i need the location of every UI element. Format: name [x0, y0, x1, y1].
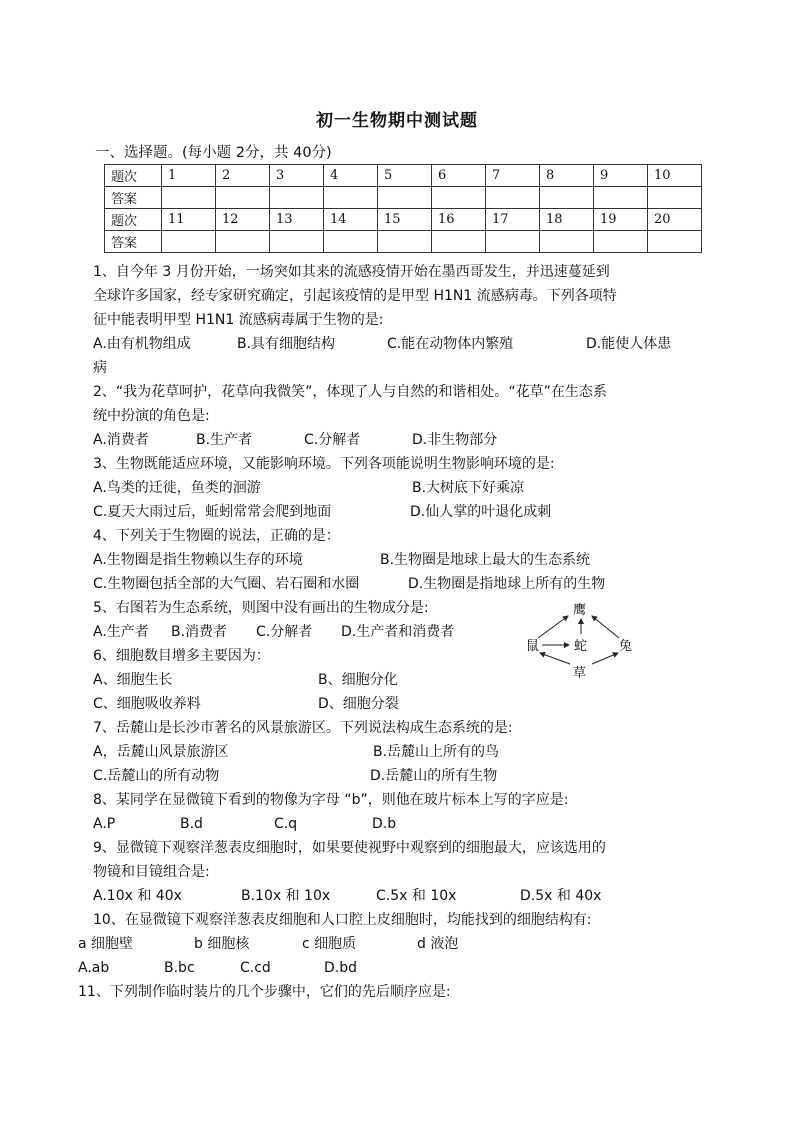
answer-cell[interactable] [486, 187, 540, 209]
answer-cell[interactable] [594, 231, 648, 253]
arrow-rabbit-eagle [592, 616, 619, 638]
q3-option-d[interactable]: D.仙人掌的叶退化成刺 [410, 504, 552, 520]
q9-stem-line2: 物镜和目镜组合是: [93, 864, 210, 880]
answer-cell[interactable] [324, 231, 378, 253]
table-cell: 13 [270, 209, 324, 231]
q7-stem-line1: 7、岳麓山是长沙市著名的风景旅游区。下列说法构成生态系统的是: [93, 720, 513, 736]
food-web-svg [516, 598, 672, 680]
table-cell: 3 [270, 165, 324, 187]
q10-statement-b: b 细胞核 [194, 936, 250, 952]
table-cell: 16 [432, 209, 486, 231]
q5-option-b[interactable]: B.消费者 [171, 624, 228, 640]
q3-option-a[interactable]: A.鸟类的迁徙，鱼类的洄游 [93, 480, 261, 496]
q5-option-d[interactable]: D.生产者和消费者 [341, 624, 455, 640]
q8-stem-line1: 8、某同学在显微镜下看到的物像为字母 “b”，则他在玻片标本上写的字应是: [93, 792, 569, 808]
q6-option-b[interactable]: B、细胞分化 [318, 672, 398, 688]
rabbit-node: 兔 [619, 639, 633, 654]
food-web-diagram [516, 598, 672, 680]
answer-cell[interactable] [216, 187, 270, 209]
table-row [105, 231, 702, 253]
snake-node: 蛇 [574, 639, 588, 654]
q5-stem-line1: 5、右图若为生态系统，则图中没有画出的生物成分是: [93, 600, 429, 616]
answer-table [104, 164, 702, 253]
q1-stem-line3: 征中能表明甲型 H1N1 流感病毒属于生物的是: [93, 312, 384, 328]
q1-option-a[interactable]: A.由有机物组成 [93, 336, 191, 352]
q9-option-d[interactable]: D.5x 和 40x [520, 888, 602, 904]
q8-option-c[interactable]: C.q [274, 816, 298, 832]
q6-stem-line1: 6、细胞数目增多主要因为： [93, 648, 270, 664]
answer-cell[interactable] [540, 187, 594, 209]
q4-option-b[interactable]: B.生物圈是地球上最大的生态系统 [380, 552, 591, 568]
table-cell: 2 [216, 165, 270, 187]
row-label: 答案 [105, 187, 162, 209]
answer-cell[interactable] [324, 187, 378, 209]
table-cell: 1 [162, 165, 216, 187]
q5-option-c[interactable]: C.分解者 [256, 624, 313, 640]
table-row [105, 209, 702, 231]
answer-cell[interactable] [162, 231, 216, 253]
table-cell: 19 [594, 209, 648, 231]
q1-option-b[interactable]: B.具有细胞结构 [237, 336, 336, 352]
table-cell: 17 [486, 209, 540, 231]
q3-option-c[interactable]: C.夏天大雨过后，蚯蚓常常会爬到地面 [93, 504, 332, 520]
answer-cell[interactable] [270, 231, 324, 253]
row-label: 题次 [105, 165, 162, 187]
answer-cell[interactable] [216, 231, 270, 253]
q4-stem-line1: 4、下列关于生物圈的说法，正确的是： [93, 528, 340, 544]
table-cell: 15 [378, 209, 432, 231]
q10-option-c[interactable]: C.cd [240, 960, 271, 976]
q6-option-a[interactable]: A、细胞生长 [93, 672, 173, 688]
table-row [105, 165, 702, 187]
q4-option-a[interactable]: A.生物圈是指生物赖以生存的环境 [93, 552, 303, 568]
q5-option-a[interactable]: A.生产者 [93, 624, 149, 640]
row-label: 题次 [105, 209, 162, 231]
q3-option-b[interactable]: B.大树底下好乘凉 [412, 480, 525, 496]
q11-stem-line1: 11、下列制作临时装片的几个步骤中，它们的先后顺序应是: [78, 984, 451, 1000]
q9-option-c[interactable]: C.5x 和 10x [376, 888, 457, 904]
arrow-grass-rabbit [592, 653, 618, 664]
answer-cell[interactable] [648, 231, 702, 253]
q9-option-a[interactable]: A.10x 和 40x [93, 888, 182, 904]
q10-option-b[interactable]: B.bc [164, 960, 195, 976]
table-cell: 10 [648, 165, 702, 187]
answer-cell[interactable] [432, 231, 486, 253]
answer-cell[interactable] [378, 187, 432, 209]
q10-statement-a: a 细胞壁 [78, 936, 134, 952]
answer-cell[interactable] [648, 187, 702, 209]
q7-option-b[interactable]: B.岳麓山上所有的鸟 [373, 744, 500, 760]
table-cell: 7 [486, 165, 540, 187]
table-cell: 14 [324, 209, 378, 231]
arrow-mouse-eagle [538, 616, 568, 638]
arrow-grass-mouse [540, 653, 570, 664]
q10-option-a[interactable]: A.ab [78, 960, 110, 976]
table-cell: 12 [216, 209, 270, 231]
table-cell: 20 [648, 209, 702, 231]
q6-option-c[interactable]: C、细胞吸收养料 [93, 696, 201, 712]
q7-option-c[interactable]: C.岳麓山的所有动物 [93, 768, 220, 784]
q9-option-b[interactable]: B.10x 和 10x [241, 888, 331, 904]
q2-stem-line2: 统中扮演的角色是: [93, 408, 210, 424]
q1-stem-line1: 1、自今年 3 月份开始，一场突如其来的流感疫情开始在墨西哥发生，并迅速蔓延到 [93, 264, 610, 280]
q8-option-a[interactable]: A.P [93, 816, 116, 832]
answer-cell[interactable] [486, 231, 540, 253]
q2-stem-line1: 2、“我为花草呵护，花草向我微笑”，体现了人与自然的和谐相处。“花草”在生态系 [93, 384, 607, 400]
answer-cell[interactable] [270, 187, 324, 209]
grass-node: 草 [573, 666, 587, 680]
q4-option-c[interactable]: C.生物圈包括全部的大气圈、岩石圈和水圈 [93, 576, 360, 592]
table-cell: 11 [162, 209, 216, 231]
q8-option-d[interactable]: D.b [372, 816, 397, 832]
answer-cell[interactable] [540, 231, 594, 253]
mouse-node: 鼠 [526, 639, 540, 654]
row-label: 答案 [105, 231, 162, 253]
q2-option-a[interactable]: A.消费者 [93, 432, 149, 448]
q2-option-c[interactable]: C.分解者 [304, 432, 361, 448]
answer-cell[interactable] [432, 187, 486, 209]
answer-cell[interactable] [378, 231, 432, 253]
q1-option-c[interactable]: C.能在动物体内繁殖 [387, 336, 514, 352]
table-cell: 4 [324, 165, 378, 187]
q10-statement-d: d 液泡 [417, 936, 459, 952]
q2-option-b[interactable]: B.生产者 [196, 432, 253, 448]
table-cell: 9 [594, 165, 648, 187]
table-cell: 8 [540, 165, 594, 187]
q10-statement-c: c 细胞质 [302, 936, 357, 952]
table-cell: 6 [432, 165, 486, 187]
page-title: 初一生物期中测试题 [316, 111, 478, 131]
q8-option-b[interactable]: B.d [180, 816, 203, 832]
eagle-node: 鹰 [573, 603, 587, 618]
table-cell: 5 [378, 165, 432, 187]
answer-cell[interactable] [162, 187, 216, 209]
q1-option-d-cont: 病 [93, 360, 107, 376]
q10-option-d[interactable]: D.bd [324, 960, 358, 976]
q9-stem-line1: 9、显微镜下观察洋葱表皮细胞时，如果要使视野中观察到的细胞最大，应该选用的 [93, 840, 606, 856]
q1-option-d[interactable]: D.能使人体患 [586, 336, 672, 352]
q6-option-d[interactable]: D、细胞分裂 [318, 696, 399, 712]
q7-option-a[interactable]: A，岳麓山风景旅游区 [93, 744, 229, 760]
q10-stem-line1: 10、在显微镜下观察洋葱表皮细胞和人口腔上皮细胞时，均能找到的细胞结构有: [93, 912, 592, 928]
section-heading: 一、选择题。(每小题 2分，共 40分) [95, 145, 332, 161]
q2-option-d[interactable]: D.非生物部分 [412, 432, 498, 448]
q7-option-d[interactable]: D.岳麓山的所有生物 [370, 768, 498, 784]
q3-stem-line1: 3、生物既能适应环境，又能影响环境。下列各项能说明生物影响环境的是: [93, 456, 555, 472]
table-cell: 18 [540, 209, 594, 231]
answer-cell[interactable] [594, 187, 648, 209]
table-row [105, 187, 702, 209]
q1-stem-line2: 全球许多国家，经专家研究确定，引起该疫情的是甲型 H1N1 流感病毒。下列各项特 [93, 288, 617, 304]
q4-option-d[interactable]: D.生物圈是指地球上所有的生物 [408, 576, 606, 592]
